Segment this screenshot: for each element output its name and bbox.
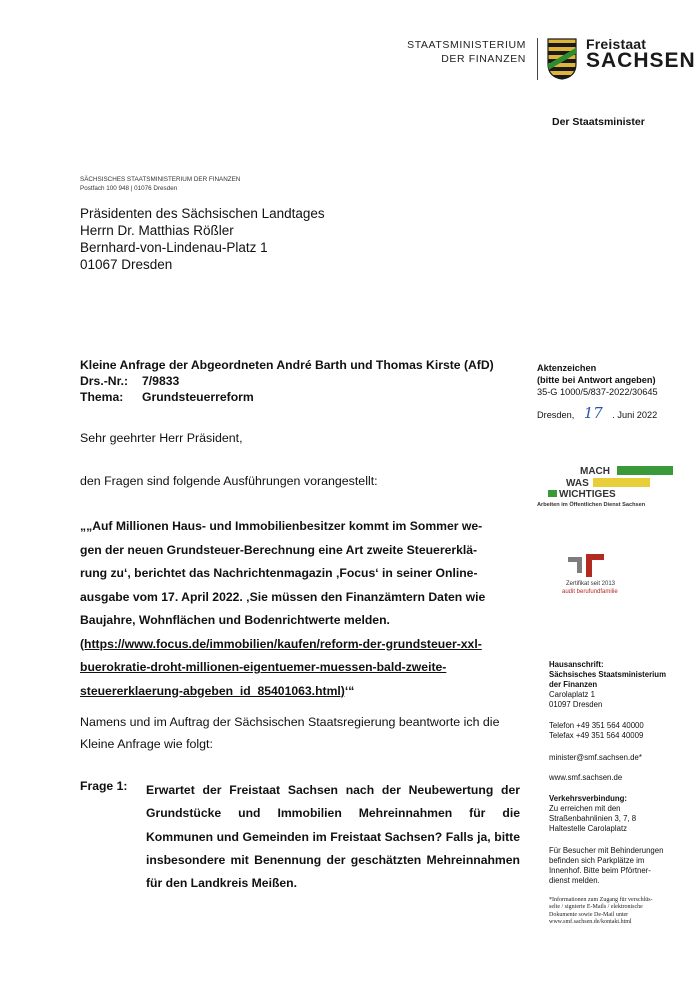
quote-line-5: Baujahre, Wohnflächen und Bodenrichtwerte melden. [80,613,390,627]
question-label: Frage 1: [80,779,128,793]
was-label: WAS [566,478,589,489]
transport-line-1: Zu erreichen mit den [549,804,621,813]
recipient-line-2: Herrn Dr. Matthias Rößler [80,223,234,238]
certificate-line-2: audit berufundfamilie [562,589,618,595]
accessibility-line-2: befinden sich Parkplätze im [549,856,645,865]
quote-line-4: ausgabe vom 17. April 2022. ‚Sie müssen den Finanzämtern Daten wie [80,589,486,604]
street: Carolaplatz 1 [549,690,595,699]
accessibility-line-4: dienst melden. [549,876,600,885]
wichtiges-label: WICHTIGES [559,489,616,500]
mach-subtitle: Arbeiten im Öffentlichen Dienst Sachsen [537,502,646,508]
reference-value: 35-G 1000/5/837-2022/30645 [537,387,658,397]
date-suffix: . Juni 2022 [612,410,658,420]
transport-line-2: Straßenbahnlinien 3, 7, 8 [549,814,637,823]
answer-intro-line-2: Kleine Anfrage wie folgt: [80,737,213,751]
recipient-address [80,205,325,273]
return-address-line-2: Postfach 100 948 | 01076 Dresden [80,185,178,192]
intro-text: den Fragen sind folgende Ausführungen vorangestellt: [80,474,378,488]
reference-note: (bitte bei Antwort angeben) [537,375,656,385]
quote-line-2: gen der neuen Grundsteuer-Berechnung eine Art zweite Steuererklä- [80,542,478,557]
drs-value: 7/9833 [142,374,180,388]
transport-line-3: Haltestelle Carolaplatz [549,824,628,833]
accessibility-block [549,846,663,886]
certificate-line-1: Zertifikat seit 2013 [566,581,616,587]
fax: Telefax +49 351 564 40009 [549,731,644,740]
source-link-line-2[interactable]: buerokratie-droht-millionen-eigentuemer-muessen-bald-zweite- [80,660,447,674]
drs-label: Drs.-Nr.: [80,374,129,388]
ministry-line-2: DER FINANZEN [441,53,526,65]
source-link-line-1[interactable]: (https://www.focus.de/immobilien/kaufen/reform-der-grundsteuer-xxl- [80,636,482,651]
source-link-line-3[interactable]: steuererklaerung-abgeben_id_85401063.html) [80,683,345,698]
ministry-name [407,38,526,66]
accessibility-line-1: Für Besucher mit Behinderungen [549,846,664,855]
recipient-line-1: Präsidenten des Sächsischen Landtages [80,206,325,221]
city: 01097 Dresden [549,700,603,709]
reference-label: Aktenzeichen [537,363,597,373]
subject-title: Kleine Anfrage der Abgeordneten André Barth und Thomas Kirste (AfD) [80,358,494,372]
date-line [537,404,657,422]
thema-value: Grundsteuerreform [142,390,254,404]
transport-block [549,794,636,834]
footnote-line-1: *Informationen zum Zugang für verschlüs- [549,897,653,903]
footnote-line-3: Dokumente sowie De-Mail unter [549,911,629,918]
reference-block [537,362,658,398]
accessibility-line-3: Innenhof. Bitte beim Pförtner- [549,866,651,875]
website-link[interactable]: www.smf.sachsen.de [549,773,623,782]
subject-block [80,357,494,405]
answer-intro-line-1: Namens und im Auftrag der Sächsischen Staatsregierung beantworte ich die [80,715,500,729]
thema-label: Thema: [80,390,124,404]
question-text: Erwartet der Freistaat Sachsen nach der Neubewertung der Grundstücke und Immobilien Mehreinnahmen für die Kommunen und Gemeinden im Freistaat Sachsen? Falls ja, bitte insbesondere mit Benennung der geschätzten Mehreinnahmen für den Landkreis Meißen. [146,783,520,891]
quote-line-1: „„Auf Millionen Haus- und Immobilienbesitzer kommt im Sommer we- [80,519,483,533]
handwritten-day: 17 [583,404,603,422]
ministry-line-1: STAATSMINISTERIUM [407,39,526,51]
org-line-1: Sächsisches Staatsministerium [549,670,667,679]
email-footnote [549,897,653,927]
state-name-bottom: SACHSEN [586,49,696,72]
transport-label: Verkehrsverbindung: [549,794,627,803]
recipient-line-4: 01067 Dresden [80,257,173,272]
return-address [80,175,240,193]
answer-intro [80,711,499,755]
house-address [549,660,666,710]
quoted-preamble [80,515,512,703]
house-address-label: Hausanschrift: [549,660,604,669]
sender-role: Der Staatsminister [552,116,645,128]
saxony-coat-of-arms-icon [547,38,577,80]
mach-label: MACH [580,466,610,477]
footnote-line-2: selte / signierte E-Mails / elektronische [549,904,643,911]
recipient-line-3: Bernhard-von-Lindenau-Platz 1 [80,240,268,255]
phone: Telefon +49 351 564 40000 [549,721,644,730]
salutation: Sehr geehrter Herr Präsident, [80,431,243,445]
state-name-top: Freistaat [586,36,647,52]
return-address-line-1: SÄCHSISCHES STAATSMINISTERIUM DER FINANZEN [80,176,241,183]
header-divider [537,38,538,80]
phone-block [549,721,644,741]
quote-closing-marks: ‘“ [344,683,355,698]
email-link[interactable]: minister@smf.sachsen.de* [549,753,642,762]
org-line-2: der Finanzen [549,680,598,689]
audit-berufundfamilie-icon [566,553,606,581]
footnote-line-4[interactable]: www.smf.sachsen.de/kontakt.html [549,919,632,926]
quote-line-3: rung zu‘, berichtet das Nachrichtenmagazin ‚Focus‘ in seiner Online- [80,566,478,580]
date-prefix: Dresden, [537,410,575,420]
